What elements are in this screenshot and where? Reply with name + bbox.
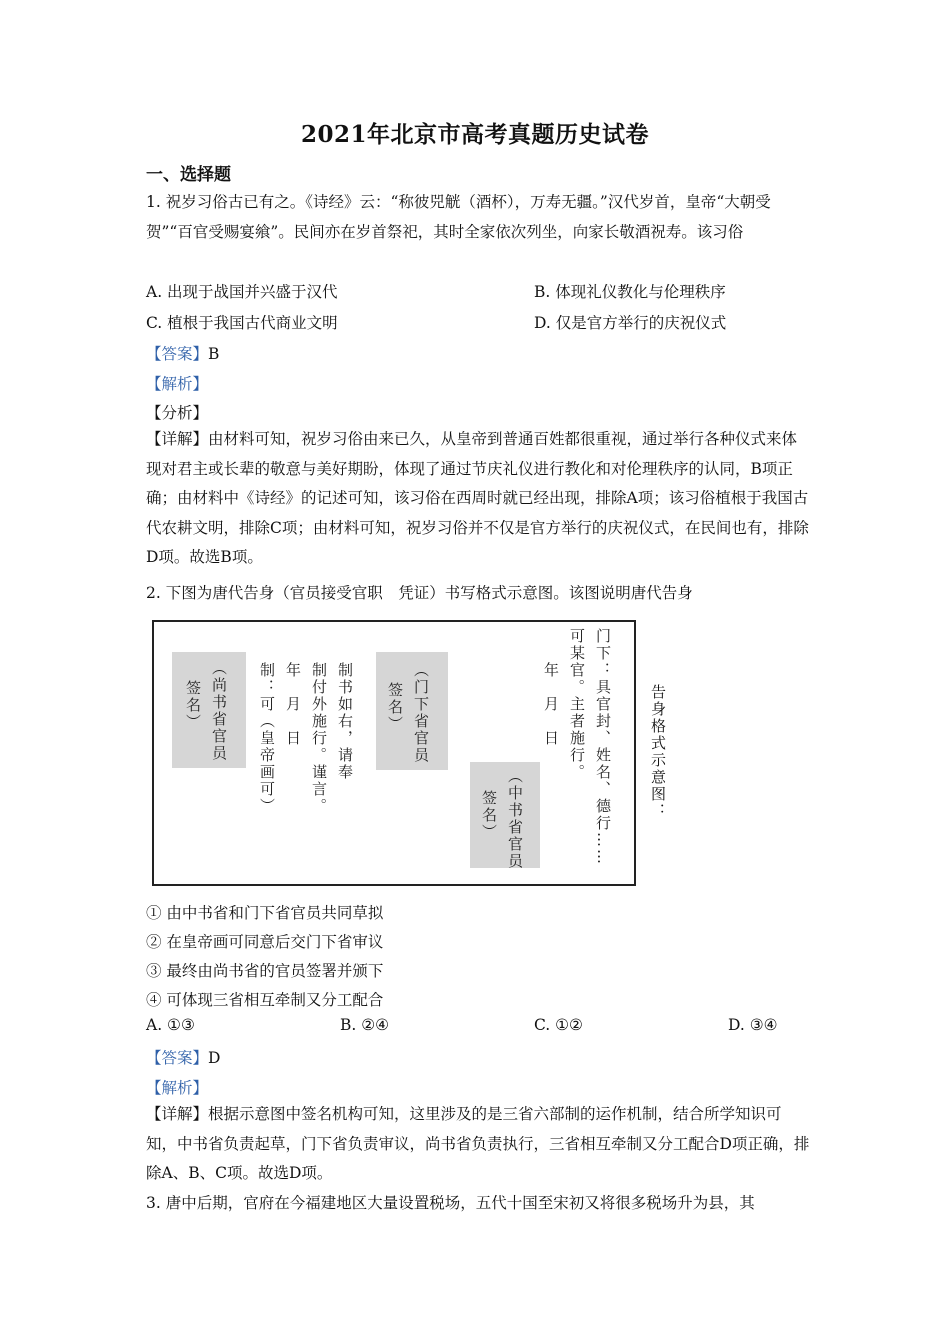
answer-value: B [208, 345, 220, 363]
q1-answer [146, 342, 219, 364]
q1-option-a: A. 出现于战国并兴盛于汉代 [146, 283, 338, 301]
q2-statement-3: ③ 最终由尚书省的官员签署并颁下 [146, 962, 384, 980]
diagram-side-label: 告身格式示意图： [649, 684, 667, 820]
sig-box-shangshu [172, 652, 246, 768]
answer-value: D [208, 1049, 221, 1067]
q2-jiexi [146, 1076, 208, 1098]
q1-jiexi [146, 372, 208, 394]
sig-box-zhongshu [470, 762, 540, 868]
q2-answer [146, 1046, 220, 1068]
sig-shangshu-line2: 签名） [184, 680, 202, 731]
fenxi-tag: 【分析】 [146, 404, 209, 422]
q1-detail [146, 425, 812, 573]
q2-statement-1: ① 由中书省和门下省官员共同草拟 [146, 904, 384, 922]
detail-text: 根据示意图中签名机构可知，这里涉及的是三省六部制的运作机制，结合所学知识可知，中书省负责起草，门下省负责审议，尚书省负责执行，三省相互牵制又分工配合D项正确，排除A、B、C项。故选D项。 [146, 1105, 810, 1182]
q2-option-d: D. ③④ [728, 1016, 778, 1034]
page-title: 2021年北京市高考真题历史试卷 [300, 121, 649, 148]
diagram-col-zhi-ke: 制：可（皇帝画可） [258, 662, 276, 815]
diagram-col-kemouguan: 可某官。主者施行。 [568, 628, 586, 781]
gaoshen-format-diagram [152, 620, 636, 886]
q2-statement-2: ② 在皇帝画可同意后交门下省审议 [146, 933, 384, 951]
q2-option-c: C. ①② [534, 1016, 583, 1034]
q1-stem: 1. 祝岁习俗古已有之。《诗经》云：“称彼兕觥（酒杯），万寿无疆。”汉代岁首，皇帝“大朝受贺”“百官受赐宴飨”。民间亦在岁首祭祀，其时全家依次列坐，向家长敬酒祝寿。该习俗 [146, 193, 771, 241]
sig-menxia-line2: 签名） [386, 682, 404, 733]
q2-option-b: B. ②④ [340, 1016, 390, 1034]
sig-zhongshu-line1: （中书省官员 [506, 768, 524, 870]
q2-option-a: A. ①③ [146, 1016, 195, 1034]
diagram-col-zhishu: 制书如右，请奉 [336, 662, 354, 781]
detail-text: 由材料可知，祝岁习俗由来已久，从皇帝到普通百姓都很重视，通过举行各种仪式来体现对君主或长辈的敬意与美好期盼，体现了通过节庆礼仪进行教化和对伦理秩序的认同，B项正确；由材料中《诗经》的记述可知，该习俗在西周时就已经出现，排除A项；该习俗植根于我国古代农耕文明，排除C项；由材料可知，祝岁习俗并不仅是官方举行的庆祝仪式，在民间也有，排除D项。故选B项。 [146, 430, 809, 566]
detail-tag: 【详解】 [146, 1105, 209, 1123]
diagram-col-date-1: 年 月 日 [542, 662, 560, 747]
diagram-col-menxia-header: 门下：具官封、姓名、德行…… [594, 628, 612, 866]
sig-menxia-line1: （门下省官员 [412, 662, 430, 764]
diagram-col-zhifu: 制付外施行。谨言。 [310, 662, 328, 815]
answer-tag: 【答案】 [146, 1049, 209, 1067]
q3-stem: 3. 唐中后期，官府在今福建地区大量设置税场，五代十国至宋初又将很多税场升为县，其 [146, 1194, 755, 1212]
detail-tag: 【详解】 [146, 430, 209, 448]
sig-box-menxia [376, 652, 448, 770]
q1-option-c: C. 植根于我国古代商业文明 [146, 314, 338, 332]
section-heading: 一、选择题 [146, 165, 231, 185]
sig-zhongshu-line2: 签名） [480, 790, 498, 841]
q1-fenxi [146, 401, 208, 423]
q2-stem: 2. 下图为唐代告身（官员接受官职 凭证）书写格式示意图。该图说明唐代告身 [146, 584, 693, 602]
q2-detail [146, 1100, 812, 1189]
q1-option-b: B. 体现礼仪教化与伦理秩序 [534, 283, 726, 301]
jiexi-tag: 【解析】 [146, 1079, 209, 1097]
jiexi-tag: 【解析】 [146, 375, 209, 393]
sig-shangshu-line1: （尚书省官员 [210, 660, 228, 762]
answer-tag: 【答案】 [146, 345, 209, 363]
q2-statement-4: ④ 可体现三省相互牵制又分工配合 [146, 991, 384, 1009]
q1-option-d: D. 仅是官方举行的庆祝仪式 [534, 314, 727, 332]
diagram-col-date-2: 年 月 日 [284, 662, 302, 747]
